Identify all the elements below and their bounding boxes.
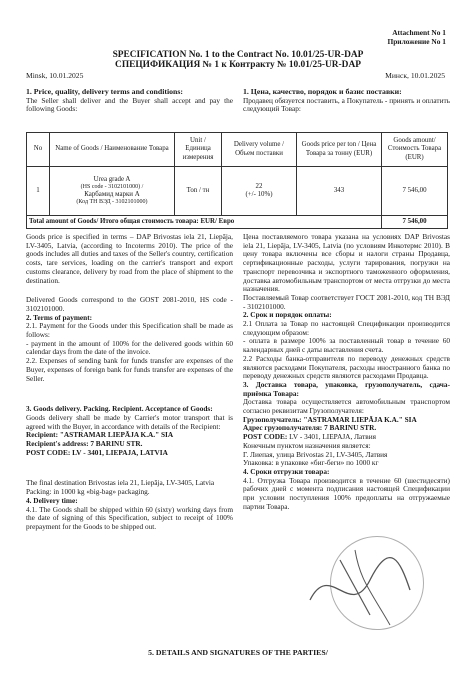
section1-en-title: 1. Price, quality, delivery terms and conditions: xyxy=(26,87,184,96)
place-date-ru: Минск, 10.01.2025 xyxy=(385,71,445,80)
th-name: Name of Goods / Наименование Товара xyxy=(50,133,175,167)
volume-value: 22 xyxy=(255,182,263,190)
title-ru: СПЕЦИФИКАЦИЯ № 1 к Контракту № 10.01/25-UR-DAP xyxy=(115,60,361,71)
volume-tolerance: (+/- 10%) xyxy=(245,191,273,198)
ru-4-1: 4.1. Отгрузка Товара производится в течение 60 (шестидесяти) рабочих дней с момента подписания настоящей Спецификации при условии поступления 100% предоплаты на отгружаемые партии Товара. xyxy=(243,475,450,511)
ru-price-terms: Цена поставляемого товара указана на условиях DAP Brivostas iela 21, Liepāja, LV-3405, Latvia (по условиям Инкотермс 2010). В цену товара включены все сборы и налоги страны Продавца, сертификационные расходы, услуги тарирования, погрузки на транспорт перевозчика и экспортного таможенного оформления, доставка автомобильным транспортом от места отгрузки до места назначения. xyxy=(243,232,450,294)
document-title xyxy=(0,50,476,71)
section5-heading: 5. DETAILS AND SIGNATURES OF THE PARTIES/ xyxy=(148,648,328,657)
title-en: SPECIFICATION No. 1 to the Contract No. 10.01/25-UR-DAP xyxy=(112,50,364,60)
total-label: Total amount of Goods/ Итого общая стоимость товара: EUR/ Евро xyxy=(27,216,382,229)
ru-gost: Поставляемый Товар соответствует ГОСТ 2081-2010, код ТН ВЭД - 3102101000. xyxy=(243,292,450,311)
attachment-ru: Приложение No 1 xyxy=(387,37,446,46)
ru-packing: Упаковка: в упаковке «биг-беги» по 1000 кг xyxy=(243,458,379,468)
en-2-1: 2.1. Payment for the Goods under this Specification shall be made as follows: xyxy=(26,321,233,340)
en-section3-title: 3. Goods delivery. Packing. Recipient. Acceptance of Goods: xyxy=(26,404,213,414)
en-recipient-label: Recipient: xyxy=(26,430,59,440)
ru-destination-1: Конечным пунктом назначения является: xyxy=(243,440,371,450)
section1-en-text: The Seller shall deliver and the Buyer shall accept and pay the following Goods: xyxy=(26,95,233,114)
en-gost: Delivered Goods correspond to the GOST 2081-2010, HS code - 3102101000. xyxy=(26,295,233,313)
ru-recaddr-label: Адрес грузополучателя: xyxy=(243,423,323,433)
place-date-en: Minsk, 10.01.2025 xyxy=(26,71,84,80)
cell-name xyxy=(50,167,175,216)
th-price: Goods price per ton / Цена Товара за тонну (EUR) xyxy=(297,133,382,167)
ru-destination-2: Г. Лиепая, улица Brivostas 21, LV-3405, Латвия xyxy=(243,449,388,459)
attachment-en: Attachment No 1 xyxy=(392,28,446,37)
th-amount: Goods amount/ Стоимость Товара (EUR) xyxy=(382,133,448,167)
section1-ru-text: Продавец обязуется поставить, а Покупатель - принять и оплатить следующий Товар: xyxy=(243,95,450,114)
table-row xyxy=(27,167,448,216)
en-post xyxy=(26,449,233,458)
en-section4-title: 4. Delivery time: xyxy=(26,495,78,505)
cell-no: 1 xyxy=(27,167,50,216)
en-section2-title: 2. Terms of payment: xyxy=(26,312,93,322)
en-recaddr-label: Recipient's address: xyxy=(26,439,89,449)
section1-ru-title: 1. Цена, качество, порядок и базис поставки: xyxy=(243,87,402,96)
th-no: No xyxy=(27,133,50,167)
goods-hs-ru: (Код ТН ВЭД - 3102101000) xyxy=(76,199,148,206)
cell-volume xyxy=(222,167,297,216)
ru-2-1-b: - оплата в размере 100% за поставленный товар в течение 60 календарных дней с даты выставления счета. xyxy=(243,336,450,355)
ru-post-value: LV - 3401, LIEPAJA, Латвия xyxy=(289,432,376,442)
ru-2-1: 2.1 Оплата за Товар по настоящей Спецификации производится следующим образом: xyxy=(243,319,450,337)
ru-section2-title: 2. Срок и порядок оплаты: xyxy=(243,310,332,320)
en-packing: Packing: in 1000 kg «big-bag» packaging. xyxy=(26,487,150,497)
cell-unit: Ton / тн xyxy=(175,167,222,216)
goods-hs-en: (HS code - 3102101000) / xyxy=(80,184,144,190)
th-volume: Delivery volume / Объем поставки xyxy=(222,133,297,167)
th-unit: Unit / Единица измерения xyxy=(175,133,222,167)
en-post-value: LV - 3401, LIEPAJA, LATVIA xyxy=(72,447,168,457)
ru-3-text: Доставка товара осуществляется автомобильным транспортом согласно реквизитам Грузополучателя: xyxy=(243,397,450,416)
ru-post-label: POST CODE: xyxy=(243,432,288,442)
left-column-en xyxy=(26,233,233,532)
table-header-row xyxy=(27,133,448,167)
en-post-label: POST CODE: xyxy=(26,447,71,457)
section1-ru xyxy=(243,88,450,114)
cell-amount: 7 546,00 xyxy=(382,167,448,216)
right-column-ru xyxy=(243,233,450,512)
en-4-1: 4.1. The Goods shall be shipped within 60 (sixty) working days from the date of signing of this Specification, subject to receipt of 100% prepayment for the Goods to be shipped out. xyxy=(26,504,233,531)
ru-recipient-label: Грузополучатель: xyxy=(243,414,302,424)
ru-recaddr-value: 7 BARINU STR. xyxy=(324,423,377,433)
section1-en xyxy=(26,88,233,114)
en-3-text: Goods delivery shall be made by Carrier's motor transport that is agreed with the Buyer, in accordance with details of the Recipient: xyxy=(26,412,233,431)
en-recipient-value: "ASTRAMAR LIEPĀJA K.A." SIA xyxy=(59,430,174,440)
signature-mark xyxy=(300,540,420,630)
goods-name-en: Urea grade A xyxy=(93,175,131,183)
cell-price: 343 xyxy=(297,167,382,216)
goods-name-ru: Карбамид марки А xyxy=(84,191,140,198)
attachment-label xyxy=(387,28,446,46)
ru-section4-title: 4. Сроки отгрузки товара: xyxy=(243,466,330,476)
ru-recipient-value: "ASTRAMAR LIEPĀJA K.A." SIA xyxy=(303,414,417,424)
ru-2-2: 2.2 Расходы банка-отправителя по переводу денежных средств являются расходами Покупателя, расходы иностранного банка по переводу денежных средств являются расходами Продавца. xyxy=(243,353,450,381)
table-total-row xyxy=(27,216,448,229)
ru-section3-title: 3. Доставка товара, упаковка, грузополучатель, сдача-приёмка Товара: xyxy=(243,379,450,398)
en-destination: The final destination Brivostas iela 21, Liepāja, LV-3405, Latvia xyxy=(26,478,215,488)
en-2-1-b: - payment in the amount of 100% for the delivered goods within 60 calendar days from the date of the invoice. xyxy=(26,338,233,357)
en-2-2: 2.2. Expenses of sending bank for funds transfer are expenses of the Buyer, expenses of foreign bank for funds transfer are expenses of the Seller. xyxy=(26,356,233,383)
en-recaddr-value: 7 BARINU STR. xyxy=(90,439,143,449)
goods-table xyxy=(26,132,448,229)
total-value: 7 546,00 xyxy=(382,216,448,229)
en-price-terms: Goods price is specified in terms – DAP Brivostas iela 21, Liepāja, LV-3405, Latvia, (according to Incoterms 2010). The price of the goods includes all duties and taxes of the Seller's country, certification costs, tare services, loading on the carrier's transport and export customs clearance, delivery by road from the place of shipment to the destination. xyxy=(26,232,233,285)
